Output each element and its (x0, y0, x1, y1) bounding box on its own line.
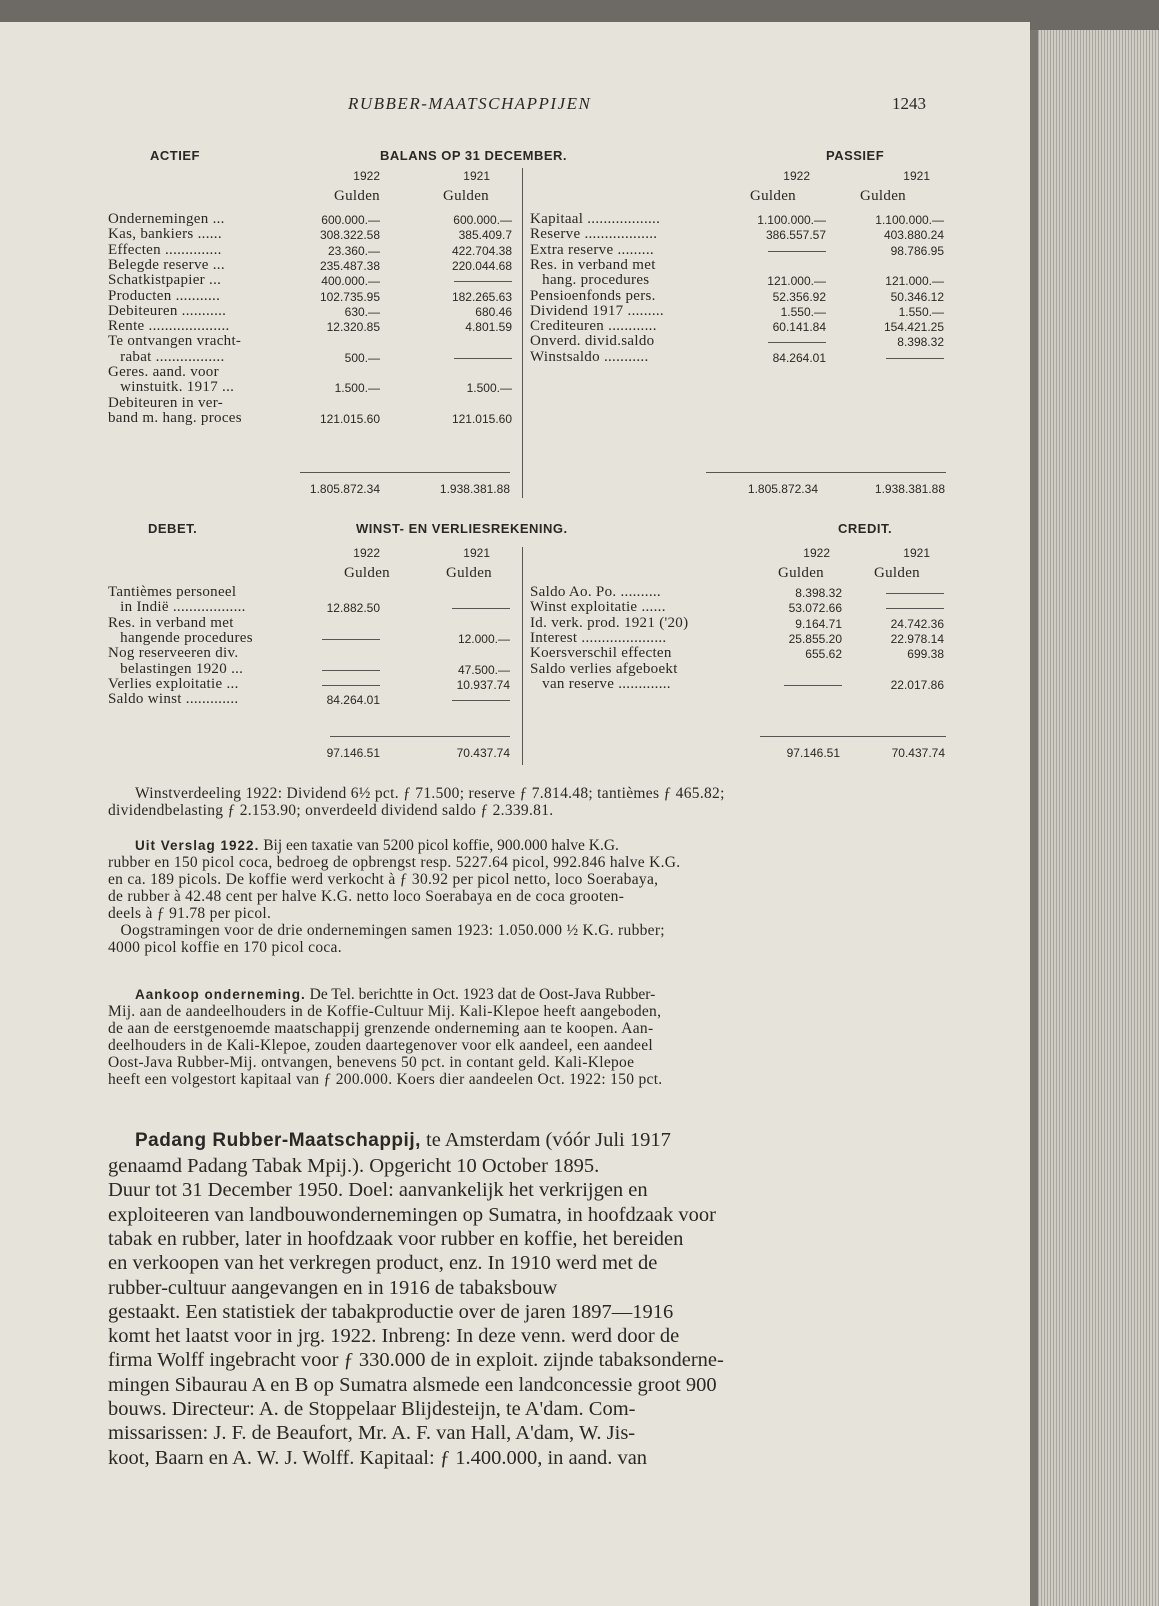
unit-header: Gulden (778, 565, 824, 581)
row-label: van reserve ............. (530, 675, 671, 692)
year-header: 1922 (783, 169, 810, 183)
row-label: Saldo Ao. Po. .......... (530, 584, 661, 600)
winstverdeeling-line: Winstverdeeling 1922: Dividend 6½ pct. ƒ 71.500; reserve ƒ 7.814.48; tantièmes ƒ 465.82; (135, 785, 725, 802)
row-value: 308.322.58 (319, 228, 380, 243)
row-label: Res. in verband met (530, 256, 656, 273)
row-value: 84.264.01 (326, 693, 380, 708)
row-label: Kapitaal .................. (530, 211, 661, 227)
row-label: Dividend 1917 ......... (530, 302, 664, 319)
row-label: Reserve .................. (530, 226, 658, 243)
row-label: Res. in verband met (108, 614, 234, 631)
running-title: RUBBER-MAATSCHAPPIJEN (348, 94, 592, 113)
row-value: 60.141.84 (772, 320, 826, 335)
verslag-line: en ca. 189 picols. De koffie werd verkocht à ƒ 30.92 per picol netto, loco Soerabaya, (108, 871, 659, 888)
row-label: winstuitk. 1917 ... (108, 379, 235, 396)
total-rule (706, 472, 946, 473)
verslag-first-line (135, 838, 619, 854)
row-label: Saldo verlies afgeboekt (530, 660, 678, 677)
year-header: 1922 (353, 169, 380, 183)
row-value: 422.704.38 (451, 243, 512, 258)
padang-line: koot, Baarn en A. W. J. Wolff. Kapitaal: ƒ 1.400.000, in aand. van (108, 1446, 648, 1469)
row-label: hang. procedures (530, 272, 650, 289)
aankoop-heading: Aankoop onderneming. (135, 987, 306, 1002)
row-value: 600.000.— (453, 213, 512, 227)
row-value: 600.000.— (321, 213, 380, 227)
row-label: Pensioenfonds pers. (530, 287, 656, 304)
row-value: 400.000.— (321, 274, 380, 289)
row-label: band m. hang. proces (108, 409, 242, 426)
total-rule (760, 736, 946, 737)
padang-line: komt het laatst voor in jrg. 1922. Inbreng: In deze venn. werd door de (108, 1325, 680, 1348)
row-label: Winst exploitatie ...... (530, 599, 666, 616)
row-label: Onverd. divid.saldo (530, 333, 655, 350)
aankoop-line: deelhouders in de Kali-Klepoe, zouden daartegenover voor elk aandeel, een aandeel (108, 1037, 654, 1054)
row-value: 12.320.85 (326, 320, 380, 335)
row-label: Debiteuren in ver- (108, 394, 224, 411)
row-label: Winstsaldo ........... (530, 348, 649, 365)
aankoop-line: heeft een volgestort kapitaal van ƒ 200.000. Koers dier aandeelen Oct. 1922: 150 pct. (108, 1071, 663, 1088)
unit-header: Gulden (443, 188, 489, 204)
empty-value-dash (452, 608, 510, 609)
row-label: Effecten .............. (108, 241, 222, 258)
row-value: 12.882.50 (326, 601, 380, 616)
row-value: 24.742.36 (890, 616, 944, 631)
row-label: belastingen 1920 ... (108, 660, 244, 677)
pl-right-title: CREDIT. (838, 521, 893, 536)
row-value: 1.100.000.— (875, 213, 944, 227)
row-value: 22.978.14 (890, 631, 944, 646)
unit-header: Gulden (446, 565, 492, 581)
balance-right-title: PASSIEF (826, 148, 885, 163)
aankoop-line: Oost-Java Rubber-Mij. ontvangen, benevens 50 pct. in contant geld. Kali-Klepoe (108, 1054, 635, 1071)
empty-value-dash (452, 700, 510, 701)
padang-heading: Padang Rubber-Maatschappij, (135, 1130, 421, 1151)
row-value: 4.801.59 (465, 320, 512, 335)
total-value: 97.146.51 (326, 746, 380, 760)
row-label: Debiteuren ........... (108, 302, 227, 319)
row-value: 1.100.000.— (757, 213, 826, 227)
page-edges (1030, 30, 1159, 1606)
padang-line: genaamd Padang Tabak Mpij.). Opgericht 10 October 1895. (108, 1155, 600, 1177)
row-label: Koersverschil effecten (530, 645, 672, 662)
empty-value-dash (322, 670, 380, 671)
row-label: Ondernemingen ... (108, 211, 225, 227)
row-value: 50.346.12 (890, 289, 944, 304)
row-value: 1.500.— (466, 381, 512, 396)
verslag-line: 4000 picol koffie en 170 picol coca. (108, 939, 342, 956)
row-value: 1.550.— (898, 304, 944, 319)
row-value: 47.500.— (457, 662, 510, 677)
row-value: 25.855.20 (788, 631, 842, 646)
verslag-line: Bij een taxatie van 5200 picol koffie, 900.000 halve K.G. (259, 837, 619, 854)
column-divider (522, 168, 523, 498)
row-value: 235.487.38 (319, 258, 380, 273)
unit-header: Gulden (750, 188, 796, 204)
row-label: Te ontvangen vracht- (108, 333, 242, 350)
row-value: 121.015.60 (319, 411, 380, 426)
padang-line: te Amsterdam (vóór Juli 1917 (420, 1129, 671, 1151)
empty-value-dash (454, 281, 512, 282)
aankoop-first-line (135, 987, 655, 1003)
year-header: 1921 (463, 169, 490, 183)
row-label: Crediteuren ............ (530, 318, 657, 335)
pl-title: WINST- EN VERLIESREKENING. (356, 521, 568, 536)
year-header: 1922 (803, 546, 830, 560)
row-value: 121.000.— (767, 274, 826, 289)
padang-line: firma Wolff ingebracht voor ƒ 330.000 de in exploit. zijnde tabaksonderne- (108, 1349, 724, 1372)
empty-value-dash (322, 639, 380, 640)
row-label: Geres. aand. voor (108, 364, 219, 380)
row-label: Nog reserveeren div. (108, 645, 239, 662)
column-divider (522, 547, 523, 765)
row-label: rabat ................. (108, 348, 225, 365)
row-value: 12.000.— (457, 631, 510, 646)
page-gutter (1030, 30, 1038, 1606)
empty-value-dash (886, 608, 944, 609)
empty-value-dash (322, 685, 380, 686)
row-value: 154.421.25 (883, 320, 944, 335)
aankoop-line: de aan de eerstgenoemde maatschappij grenzende onderneming aan te koopen. Aan- (108, 1020, 654, 1037)
row-value: 500.— (344, 350, 380, 365)
row-label: Belegde reserve ... (108, 256, 225, 273)
balance-left-title: ACTIEF (150, 148, 200, 163)
verslag-line: de rubber à 42.48 cent per halve K.G. netto loco Soerabaya en de coca grooten- (108, 888, 625, 905)
aankoop-line: De Tel. berichtte in Oct. 1923 dat de Oost-Java Rubber- (305, 986, 656, 1003)
empty-value-dash (886, 593, 944, 594)
row-value: 23.360.— (327, 243, 380, 258)
page-number: 1243 (892, 94, 926, 113)
empty-value-dash (454, 358, 512, 359)
total-value: 1.805.872.34 (747, 482, 818, 496)
row-label: Extra reserve ......... (530, 241, 654, 258)
row-value: 84.264.01 (772, 350, 826, 365)
total-value: 70.437.74 (891, 746, 945, 760)
row-value: 182.265.63 (451, 289, 512, 304)
year-header: 1921 (903, 546, 930, 560)
row-label: Schatkistpapier ... (108, 272, 222, 289)
pl-left-title: DEBET. (148, 521, 198, 536)
year-header: 1921 (903, 169, 930, 183)
row-value: 121.000.— (885, 274, 944, 289)
padang-line: rubber-cultuur aangevangen en in 1916 de tabaksbouw (108, 1276, 558, 1299)
row-value: 220.044.68 (451, 258, 512, 273)
row-value: 8.398.32 (897, 335, 944, 350)
aankoop-line: Mij. aan de aandeelhouders in de Koffie-Cultuur Mij. Kali-Klepoe heeft aangeboden, (108, 1003, 662, 1020)
row-label: in Indië .................. (108, 599, 246, 616)
row-label: Producten ........... (108, 287, 221, 304)
row-value: 52.356.92 (772, 289, 826, 304)
row-value: 10.937.74 (456, 677, 510, 692)
row-value: 121.015.60 (451, 411, 512, 426)
unit-header: Gulden (334, 188, 380, 204)
padang-line: gestaakt. Een statistiek der tabakproductie over de jaren 1897—1916 (108, 1300, 674, 1323)
row-label: Id. verk. prod. 1921 ('20) (530, 614, 689, 631)
row-value: 8.398.32 (795, 586, 842, 600)
row-value: 655.62 (805, 647, 842, 662)
row-value: 53.072.66 (788, 601, 842, 616)
unit-header: Gulden (344, 565, 390, 581)
unit-header: Gulden (860, 188, 906, 204)
padang-line: missarissen: J. F. de Beaufort, Mr. A. F. van Hall, A'dam, W. Jis- (108, 1422, 636, 1445)
empty-value-dash (886, 358, 944, 359)
unit-header: Gulden (874, 565, 920, 581)
row-value: 1.550.— (780, 304, 826, 319)
row-value: 699.38 (907, 647, 944, 662)
row-value: 102.735.95 (319, 289, 380, 304)
total-value: 1.805.872.34 (309, 482, 380, 496)
row-label: Saldo winst ............. (108, 691, 239, 708)
verslag-line: deels à ƒ 91.78 per picol. (108, 905, 272, 922)
winstverdeeling-line: dividendbelasting ƒ 2.153.90; onverdeeld dividend saldo ƒ 2.339.81. (108, 802, 554, 819)
row-label: Kas, bankiers ...... (108, 226, 222, 243)
total-rule (300, 472, 510, 473)
row-value: 680.46 (475, 304, 512, 319)
row-value: 630.— (344, 304, 380, 319)
verslag-line: Oogstramingen voor de drie ondernemingen samen 1923: 1.050.000 ½ K.G. rubber; (108, 922, 665, 939)
padang-line: tabak en rubber, later in hoofdzaak voor rubber en koffie, het bereiden (108, 1227, 684, 1250)
padang-line: en verkoopen van het verkregen product, enz. In 1910 werd met de (108, 1252, 658, 1275)
padang-first-line (135, 1130, 671, 1151)
total-value: 70.437.74 (456, 746, 510, 760)
row-label: Rente .................... (108, 318, 230, 335)
row-value: 22.017.86 (890, 677, 944, 692)
verslag-line: rubber en 150 picol coca, bedroeg de opbrengst resp. 5227.64 picol, 992.846 halve K.G. (108, 854, 681, 871)
year-header: 1921 (463, 546, 490, 560)
row-value: 386.557.57 (765, 228, 826, 243)
padang-line: Duur tot 31 December 1950. Doel: aanvankelijk het verkrijgen en (108, 1179, 648, 1202)
padang-line: mingen Sibaurau A en B op Sumatra alsmede een landconcessie groot 900 (108, 1373, 717, 1396)
row-label: Tantièmes personeel (108, 584, 237, 600)
empty-value-dash (768, 342, 826, 343)
row-value: 385.409.7 (458, 228, 512, 243)
balance-title: BALANS OP 31 DECEMBER. (380, 148, 568, 163)
padang-line: exploiteeren van landbouwondernemingen op Sumatra, in hoofdzaak voor (108, 1203, 716, 1226)
total-value: 1.938.381.88 (439, 482, 510, 496)
row-value: 403.880.24 (883, 228, 944, 243)
total-value: 97.146.51 (786, 746, 840, 760)
empty-value-dash (768, 251, 826, 252)
row-label: hangende procedures (108, 629, 253, 646)
row-label: Verlies exploitatie ... (108, 675, 239, 692)
year-header: 1922 (353, 546, 380, 560)
padang-line: bouws. Directeur: A. de Stoppelaar Blijdesteijn, te A'dam. Com- (108, 1398, 636, 1420)
total-rule (330, 736, 510, 737)
row-value: 98.786.95 (890, 243, 944, 258)
total-value: 1.938.381.88 (874, 482, 945, 496)
verslag-heading: Uit Verslag 1922. (135, 838, 260, 853)
row-value: 1.500.— (334, 381, 380, 396)
row-value: 9.164.71 (795, 616, 842, 631)
row-label: Interest ..................... (530, 629, 667, 646)
